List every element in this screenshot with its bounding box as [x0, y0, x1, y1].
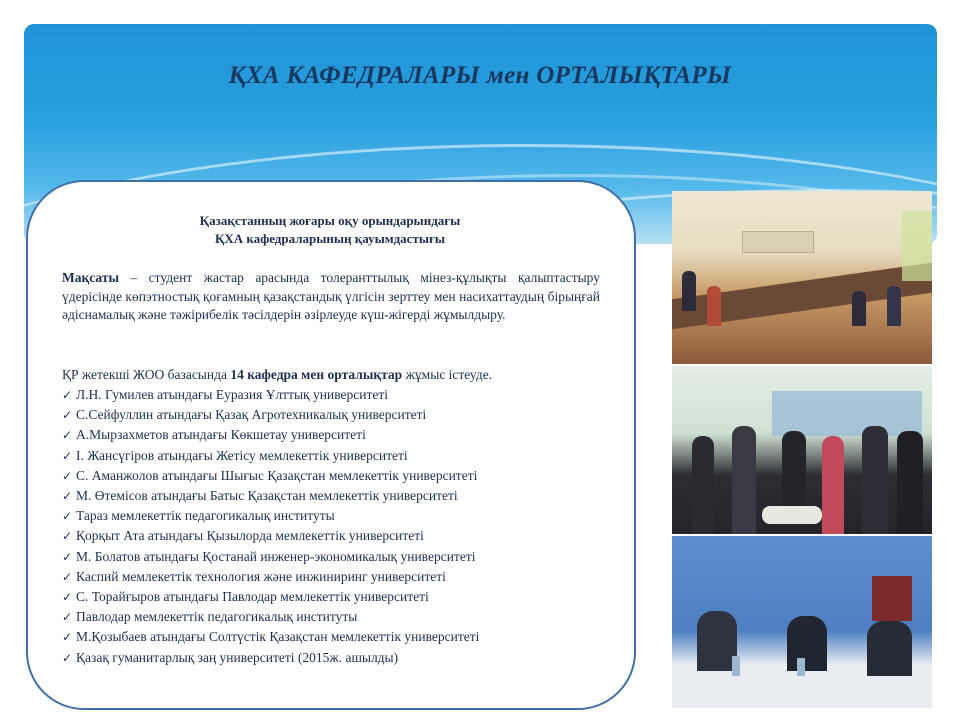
intro-line: [62, 367, 602, 383]
water-bottle: [732, 656, 740, 676]
check-icon: ✓: [62, 468, 73, 483]
person-silhouette: [887, 286, 901, 326]
check-icon: ✓: [62, 408, 73, 423]
check-icon: ✓: [62, 489, 73, 504]
check-icon: ✓: [62, 590, 73, 605]
list-item-label: Павлодар мемлекеттік педагогикалық институты: [76, 609, 358, 625]
person-silhouette: [732, 426, 756, 534]
intro-bold: 14 кафедра мен орталықтар: [230, 367, 403, 382]
group-photo: [672, 366, 932, 534]
conference-room-photo: [672, 191, 932, 364]
panel-heading-line1: Қазақстанның жоғары оқу орындарындағы: [199, 213, 461, 228]
slide-title: ҚХА КАФЕДРАЛАРЫ мен ОРТАЛЫҚТАРЫ: [228, 62, 732, 89]
panel-heading: [60, 212, 600, 248]
list-item-label: С.Сейфуллин атындағы Қазақ Агротехникалық университеті: [76, 407, 427, 423]
list-item: [62, 627, 607, 647]
list-item: [62, 405, 607, 425]
list-item-label: М. Өтемісов атындағы Батыс Қазақстан мемлекеттік университеті: [76, 488, 458, 504]
person-silhouette: [867, 621, 912, 676]
panel-heading-line2: ҚХА кафедраларының қауымдастығы: [214, 231, 446, 246]
purpose-text: – студент жастар арасында толеранттылық мінез-құлықты қалыптастыру үдерісінде көпэтностық қоғамның қазақстандық үлгісін зерттеу мен насихаттаудың бірыңғай әдіснамалық және тәжірибелік тәсілдерін әзірлеуде күш-жігерді жұмылдыру.: [62, 270, 600, 322]
list-item-label: Тараз мемлекеттік педагогикалық институты: [76, 508, 335, 524]
list-item-label: М. Болатов атындағы Қостанай инженер-экономикалық университеті: [76, 548, 476, 564]
poster: [872, 576, 912, 621]
flowers: [762, 506, 822, 524]
person-silhouette: [697, 611, 737, 671]
person-silhouette: [692, 436, 714, 534]
purpose-paragraph: [62, 269, 600, 325]
check-icon: ✓: [62, 509, 73, 524]
list-item-label: І. Жансүгіров атындағы Жетісу мемлекеттік университеті: [76, 447, 408, 463]
check-icon: ✓: [62, 549, 73, 564]
check-icon: ✓: [62, 388, 73, 402]
panel-photo: [672, 536, 932, 708]
list-item: [62, 648, 607, 668]
list-item: [62, 385, 607, 405]
list-item-label: Л.Н. Гумилев атындағы Еуразия Ұлттық университеті: [76, 387, 388, 402]
person-silhouette: [852, 291, 866, 326]
list-item: [62, 486, 607, 506]
person-silhouette: [707, 286, 721, 326]
check-icon: ✓: [62, 448, 73, 463]
list-item: [62, 425, 607, 445]
list-item: [62, 506, 607, 526]
list-item-label: А.Мырзахметов атындағы Көкшетау университеті: [76, 427, 366, 443]
list-item-label: Қорқыт Ата атындағы Қызылорда мемлекеттік университеті: [76, 528, 424, 544]
list-item-label: С. Аманжолов атындағы Шығыс Қазақстан мемлекеттік университеті: [76, 467, 478, 483]
intro-post: жұмыс істеуде.: [402, 367, 493, 382]
list-item-label: Каспий мемлекеттік технология және инжиниринг университеті: [76, 568, 446, 584]
person-silhouette: [897, 431, 923, 534]
person-silhouette: [787, 616, 827, 671]
purpose-label: Мақсаты: [62, 270, 119, 285]
poster-board: [772, 391, 922, 436]
water-bottle: [797, 658, 805, 676]
person-silhouette: [822, 436, 844, 534]
banner-board: [742, 231, 814, 253]
check-icon: ✓: [62, 630, 73, 645]
check-icon: ✓: [62, 650, 73, 665]
list-item-label: С. Торайғыров атындағы Павлодар мемлекеттік университеті: [76, 589, 429, 605]
list-item-label: М.Қозыбаев атындағы Солтүстік Қазақстан мемлекеттік университеті: [76, 629, 480, 645]
list-item: [62, 446, 607, 466]
person-silhouette: [682, 271, 696, 311]
window: [902, 211, 932, 281]
check-icon: ✓: [62, 428, 73, 443]
list-item: [62, 547, 607, 567]
intro-pre: ҚР жетекші ЖОО базасында: [62, 367, 231, 382]
check-icon: ✓: [62, 529, 73, 544]
person-silhouette: [862, 426, 888, 534]
list-item: [62, 526, 607, 546]
list-item: [62, 607, 607, 627]
university-list: [62, 385, 607, 668]
list-item: [62, 587, 607, 607]
list-item-label: Қазақ гуманитарлық заң университеті (2015ж. ашылды): [76, 649, 399, 665]
list-item: [62, 567, 607, 587]
check-icon: ✓: [62, 569, 73, 584]
list-item: [62, 466, 607, 486]
check-icon: ✓: [62, 610, 73, 625]
